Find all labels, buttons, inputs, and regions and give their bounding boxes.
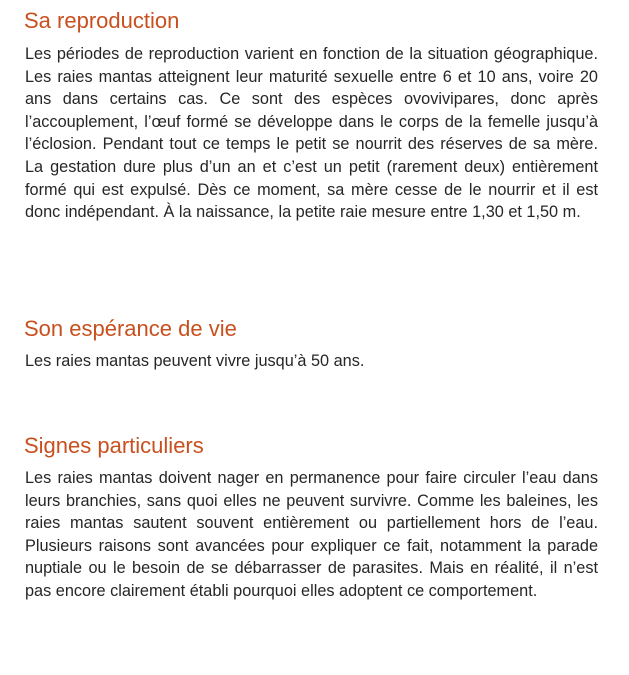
section-heading-distinctive-signs: Signes particuliers bbox=[24, 433, 204, 458]
section-paragraph-distinctive-signs: Les raies mantas doivent nager en permanence pour faire circuler l’eau dans leurs branchies, sans quoi elles ne peuvent survivre. Comme les baleines, les raies mantas sautent souvent entièrement ou partiellement hors de l’eau. Plusieurs raisons sont avancées pour expliquer ce fait, notamment la parade nuptiale ou le besoin de se débarrasser de parasites. Mais en réalité, il n’est pas encore clairement établi pourquoi elles adoptent ce comportement. bbox=[25, 469, 598, 600]
section-heading-reproduction: Sa reproduction bbox=[24, 8, 180, 33]
section-paragraph-reproduction: Les périodes de reproduction varient en fonction de la situation géographique. Les raies mantas atteignent leur maturité sexuelle entre 6 et 10 ans, voire 20 ans dans certains cas. Ce sont des espèces ovovivipares, donc après l’accouplement, l’œuf formé se développe dans le corps de la femelle jusqu’à l’éclosion. Pendant tout ce temps le petit se nourrit des réserves de sa mère. La gestation dure plus d’un an et c’est un petit (rarement deux) entièrement formé qui est expulsé. Dès ce moment, sa mère cesse de le nourrir et il est donc indépendant. À la naissance, la petite raie mesure entre 1,30 et 1,50 m. bbox=[25, 45, 598, 222]
section-paragraph-life-expectancy: Les raies mantas peuvent vivre jusqu’à 50 ans. bbox=[25, 352, 365, 370]
section-heading-life-expectancy: Son espérance de vie bbox=[24, 316, 237, 341]
